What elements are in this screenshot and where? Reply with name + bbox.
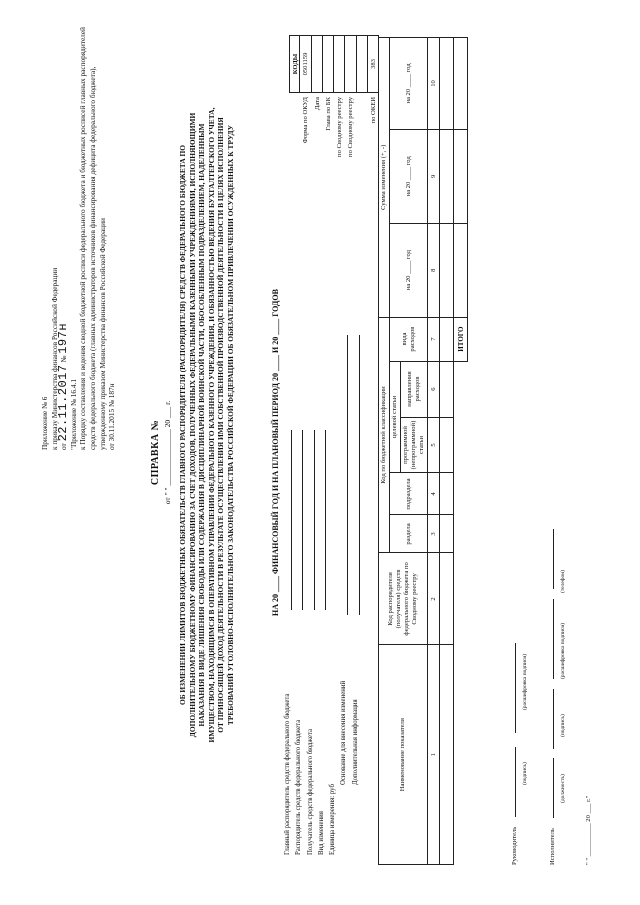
field-line: [291, 430, 292, 610]
blank-value: [357, 35, 368, 93]
date-value: [312, 35, 323, 93]
field-unit: [327, 355, 338, 855]
handwritten-number: 197н: [56, 322, 71, 354]
field-label: Вид изменения: [317, 811, 325, 855]
table-cell: [440, 417, 454, 473]
codes-reg2-row: [345, 35, 356, 255]
okei-label: по ОКЕИ: [370, 97, 378, 124]
table-cell: [440, 361, 454, 417]
field-line: [325, 430, 326, 610]
field-label: Дополнительная информация: [351, 699, 359, 785]
head-line: [510, 643, 519, 865]
header-podrazdel: подраздела: [390, 473, 428, 515]
signature-date: " " __________ 20 ___ г.": [585, 795, 592, 865]
col-num: 8: [428, 223, 440, 317]
okud-label: Форма по ОКУД: [302, 97, 310, 144]
exec-cap-position: (должность): [560, 774, 566, 803]
head-label: Руководитель: [511, 826, 518, 865]
bk-value: [323, 35, 334, 93]
exec-cap-sign: (подпись): [560, 714, 566, 737]
exec-label: Исполнитель: [549, 828, 556, 865]
exec-cap-phone: (телефон): [560, 569, 566, 593]
header-napr: направления расходов: [401, 361, 428, 417]
table-cell: [440, 473, 454, 515]
okei-value: 383: [368, 35, 379, 93]
col-num: 5: [428, 417, 440, 473]
col-num: 9: [428, 129, 440, 223]
codes-reg1-row: [334, 35, 345, 255]
field-main-distributor: [282, 355, 293, 855]
header-year-3: на 20 ____ год: [390, 38, 428, 130]
table-row: [440, 38, 454, 865]
field-label: Единица измерения: руб: [329, 784, 337, 855]
document-number: СПРАВКА №: [150, 419, 161, 486]
field-change-type: [316, 355, 327, 855]
codes-header: КОДЫ: [289, 35, 300, 93]
appendix-date-line: [56, 20, 71, 450]
appendix-line2: к приказу Министерства финансов Российской Федерации: [49, 267, 59, 450]
col-num: 4: [428, 473, 440, 515]
col-num: 6: [428, 361, 440, 417]
header-row-1: [379, 38, 390, 865]
header-name: Наименование показателя: [379, 645, 428, 865]
header-sum: Сумма изменения (+, -): [379, 38, 390, 318]
field-line: [302, 430, 303, 610]
table-cell: [440, 129, 454, 223]
form-fields: [282, 355, 361, 855]
period-line: НА 20 ____ ФИНАНСОВЫЙ ГОД И НА ПЛАНОВЫЙ ПЕРИОД 20 ____ И 20 ____ ГОДОВ: [271, 289, 280, 616]
exec-position-line: [553, 758, 554, 818]
appendix-block: [40, 20, 117, 450]
appendix-line6: от 30.11.2015 № 187н: [107, 383, 117, 450]
field-label: Основание для внесения изменений: [340, 680, 348, 785]
codes-box: [289, 35, 379, 255]
header-vid: вида расходов: [390, 317, 428, 361]
header-razdel: раздела: [390, 515, 428, 553]
field-label: Главный распорядитель средств федерального бюджета: [284, 693, 291, 855]
exec-cap-name: (расшифровка подписи): [560, 622, 566, 679]
table-cell: [440, 553, 454, 645]
field-recipient: [305, 355, 316, 855]
column-numbers-row: [428, 38, 440, 865]
field-basis: [338, 355, 349, 855]
registry-label: по Сводному реестру: [347, 97, 355, 157]
col-num: 3: [428, 515, 440, 553]
col-num: 10: [428, 38, 440, 130]
codes-bk-row: [323, 35, 334, 255]
exec-name-line: [553, 599, 554, 679]
appendix-no-prefix: №: [59, 355, 69, 363]
document-date-line: от " " _______________ 20 ___ г.: [163, 400, 172, 505]
registry-value: [334, 35, 345, 93]
head-sign-line: [515, 747, 516, 817]
col-num: 1: [428, 645, 440, 865]
exec-phone-line: [553, 529, 554, 589]
handwritten-date: 22.11.2017: [56, 364, 71, 442]
bk-label: Глава по БК: [324, 97, 332, 131]
field-label: Распорядитель средств федерального бюджета: [295, 719, 303, 855]
appendix-line1: Приложение № 6: [40, 396, 49, 450]
col-num: 7: [428, 317, 440, 361]
date-label: Дата: [313, 97, 321, 111]
head-cap-name: (расшифровка подписи): [522, 653, 528, 710]
exec-line: [548, 529, 557, 865]
table-cell: [440, 645, 454, 865]
field-line: [359, 335, 360, 615]
table-cell: [440, 223, 454, 317]
total-cell: [454, 129, 468, 223]
registry-value: [345, 35, 356, 93]
codes-okud-row: [300, 35, 311, 255]
header-year-1: на 20 ____ год: [390, 223, 428, 317]
header-prog: программной (непрограммной) статьи: [401, 417, 428, 473]
total-cell: [454, 38, 468, 130]
registry-label: по Сводному реестру: [336, 97, 344, 157]
signature-block: [510, 265, 620, 865]
total-label: ИТОГО: [454, 317, 468, 361]
table-cell: [440, 38, 454, 130]
field-additional-info: [350, 355, 361, 855]
field-label: Получатель средств федерального бюджета: [306, 728, 314, 855]
table-cell: [440, 317, 454, 361]
codes-blank-row: [357, 35, 368, 255]
head-name-line: [515, 643, 516, 733]
appendix-date-prefix: от: [59, 443, 69, 450]
field-line: [347, 335, 348, 615]
header-cel: целевой статьи: [390, 361, 401, 473]
table-cell: [440, 515, 454, 553]
header-year-2: на 20 ____ год: [390, 129, 428, 223]
okud-value: 0501159: [300, 35, 311, 93]
exec-sign-line: [553, 689, 554, 749]
head-cap-sign: (подпись): [522, 762, 528, 785]
header-bk: Код по бюджетной классификации: [379, 317, 390, 553]
appendix-line5: к Порядку составления и ведения сводной бюджетной росписи федерального бюджета и бюджетных росписей главных распорядителей средств федерального бюджета (главных администраторов источников финансирования дефицита федерального бюджета), утвержденному приказом Министерства финансов Российской Федерации: [78, 27, 107, 450]
total-row: [454, 38, 468, 865]
codes-header-row: [289, 35, 300, 255]
total-cell: [454, 223, 468, 317]
codes-date-row: [312, 35, 323, 255]
header-code: Код распорядителя (получателя) средств федерального бюджета по Сводному реестру: [379, 553, 428, 645]
field-line: [314, 430, 315, 610]
document-title: ОБ ИЗМЕНЕНИИ ЛИМИТОВ БЮДЖЕТНЫХ ОБЯЗАТЕЛЬСТВ ГЛАВНОГО РАСПОРЯДИТЕЛЯ (РАСПОРЯДИТЕЛЯ) СРЕДСТВ ФЕДЕРАЛЬНОГО БЮДЖЕТА ПО ДОПОЛНИТЕЛЬНОМУ БЮДЖЕТНОМУ ФИНАНСИРОВАНИЮ ЗА СЧЕТ ДОХОДОВ, ПОЛУЧЕННЫХ ФЕДЕРАЛЬНЫМИ КАЗЕННЫМИ УЧРЕЖДЕНИЯМИ, ИСПОЛНЯЮЩИМИ НАКАЗАНИЯ В ВИДЕ ЛИШЕНИЯ СВОБОДЫ ИЛИ СОДЕРЖАНИЯ В ДИСЦИПЛИНАРНОЙ ВОИНСКОЙ ЧАСТИ, ОБОСОБЛЕННЫМ ПОДРАЗДЕЛЕНИЕМ, НАДЕЛЕННЫМ ИМУЩЕСТВОМ, НАХОДЯЩИМСЯ В ОПЕРАТИВНОМ УПРАВЛЕНИИ ФЕДЕРАЛЬНОГО КАЗЕННОГО УЧРЕЖДЕНИЯ, И ОБЯЗАННОСТЬЮ ВЕДЕНИЯ БУХГАЛТЕРСКОГО УЧЕТА, ОТ ПРИНОСЯЩЕЙ ДОХОД ДЕЯТЕЛЬНОСТИ В РЕЗУЛЬТАТЕ ОСУЩЕСТВЛЕНИЯ ИМИ СОБСТВЕННОЙ ПРОИЗВОДСТВЕННОЙ ДЕЯТЕЛЬНОСТИ В ЦЕЛЯХ ИСПОЛНЕНИЯ ТРЕБОВАНИЙ УГОЛОВНО-ИСПОЛНИТЕЛЬНОГО ЗАКОНОДАТЕЛЬСТВА РОССИЙСКОЙ ФЕДЕРАЦИИ ОБ ОБЯЗАТЕЛЬНОМ ПРИВЛЕЧЕНИИ ОСУЖДЕННЫХ К ТРУДУ: [178, 107, 235, 743]
main-table: [378, 37, 468, 865]
field-distributor: [293, 355, 304, 855]
appendix-line4: "Приложение № 16.4.1: [68, 379, 78, 450]
col-num: 2: [428, 553, 440, 645]
